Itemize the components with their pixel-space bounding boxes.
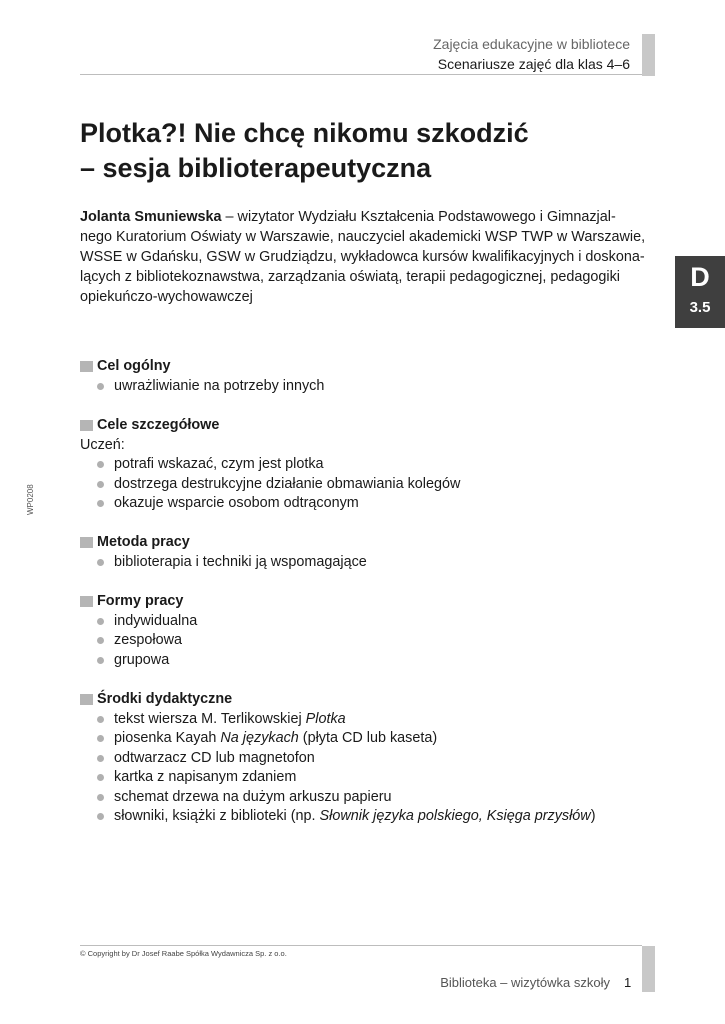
section-heading: Środki dydaktyczne — [80, 690, 596, 710]
page-title — [80, 116, 529, 186]
bullet-icon — [97, 755, 104, 762]
list-item: grupowa — [80, 651, 197, 671]
bullet-icon — [97, 383, 104, 390]
author-bio-3: WSSE w Gdańsku, GSW w Grudziądzu, wykładowca kursów kwalifikacyjnych i doskona- — [80, 249, 645, 265]
author-bio-1: – wizytator Wydziału Kształcenia Podstawowego i Gimnazjal- — [221, 209, 616, 225]
header-subtitle: Scenariusze zajęć dla klas 4–6 — [437, 56, 630, 72]
list-item: indywidualna — [80, 612, 197, 632]
bullet-icon — [97, 774, 104, 781]
bullet-icon — [97, 637, 104, 644]
section-formy-pracy — [80, 592, 197, 670]
bullet-icon — [97, 735, 104, 742]
bullet-icon — [97, 481, 104, 488]
list-item: słowniki, książki z biblioteki (np. Słownik języka polskiego, Księga przysłów) — [80, 807, 596, 827]
section-heading: Metoda pracy — [80, 533, 367, 553]
list-item: biblioterapia i techniki ją wspomagające — [80, 553, 367, 573]
author-bio-4: lących z bibliotekoznawstwa, zarządzania oświatą, terapii pedagogicznej, pedagogiki — [80, 269, 620, 285]
title-line-1: Plotka?! Nie chcę nikomu szkodzić — [80, 118, 529, 148]
footer-rule — [80, 945, 642, 946]
bullet-icon — [97, 559, 104, 566]
square-icon — [80, 420, 93, 431]
author-bio-5: opiekuńczo-wychowawczej — [80, 289, 253, 305]
author-bio-2: nego Kuratorium Oświaty w Warszawie, nauczyciel akademicki WSP TWP w Warszawie, — [80, 229, 646, 245]
section-heading: Formy pracy — [80, 592, 197, 612]
page-number: 1 — [624, 975, 632, 990]
footer-book-title: Biblioteka – wizytówka szkoły — [440, 975, 610, 990]
bullet-icon — [97, 461, 104, 468]
bullet-icon — [97, 500, 104, 507]
square-icon — [80, 694, 93, 705]
bullet-icon — [97, 716, 104, 723]
section-metoda-pracy — [80, 533, 367, 572]
list-item: piosenka Kayah Na językach (płyta CD lub kaseta) — [80, 729, 596, 749]
title-line-2: – sesja biblioterapeutyczna — [80, 153, 432, 183]
list-item: okazuje wsparcie osobom odtrąconym — [80, 494, 460, 514]
list-item: zespołowa — [80, 631, 197, 651]
square-icon — [80, 596, 93, 607]
author-line — [80, 207, 658, 227]
list-item: kartka z napisanym zdaniem — [80, 768, 596, 788]
bullet-icon — [97, 657, 104, 664]
author-block — [80, 207, 658, 307]
section-heading: Cel ogólny — [80, 357, 324, 377]
footer-bar — [642, 946, 655, 992]
bullet-icon — [97, 794, 104, 801]
square-icon — [80, 537, 93, 548]
chapter-number: 3.5 — [689, 299, 711, 316]
bullet-icon — [97, 813, 104, 820]
list-item: dostrzega destrukcyjne działanie obmawiania kolegów — [80, 475, 460, 495]
author-name: Jolanta Smuniewska — [80, 209, 222, 225]
chapter-letter: D — [690, 262, 710, 292]
side-code: WP0208 — [26, 484, 35, 515]
section-heading: Cele szczegółowe — [80, 416, 460, 436]
header-rule — [80, 74, 642, 75]
bullet-icon — [97, 618, 104, 625]
list-item: tekst wiersza M. Terlikowskiej Plotka — [80, 710, 596, 730]
list-item: potrafi wskazać, czym jest plotka — [80, 455, 460, 475]
header-bar — [642, 34, 655, 76]
footer-copyright: © Copyright by Dr Josef Raabe Spółka Wydawnicza Sp. z o.o. — [80, 949, 287, 958]
list-item: schemat drzewa na dużym arkuszu papieru — [80, 788, 596, 808]
list-item: odtwarzacz CD lub magnetofon — [80, 749, 596, 769]
section-intro: Uczeń: — [80, 436, 125, 453]
header-series: Zajęcia edukacyjne w bibliotece — [433, 36, 630, 52]
list-item: uwrażliwianie na potrzeby innych — [80, 377, 324, 397]
chapter-tab — [675, 256, 725, 328]
section-srodki-dydaktyczne — [80, 690, 596, 827]
section-cel-ogolny — [80, 357, 324, 396]
section-cele-szczegolowe — [80, 416, 460, 514]
square-icon — [80, 361, 93, 372]
